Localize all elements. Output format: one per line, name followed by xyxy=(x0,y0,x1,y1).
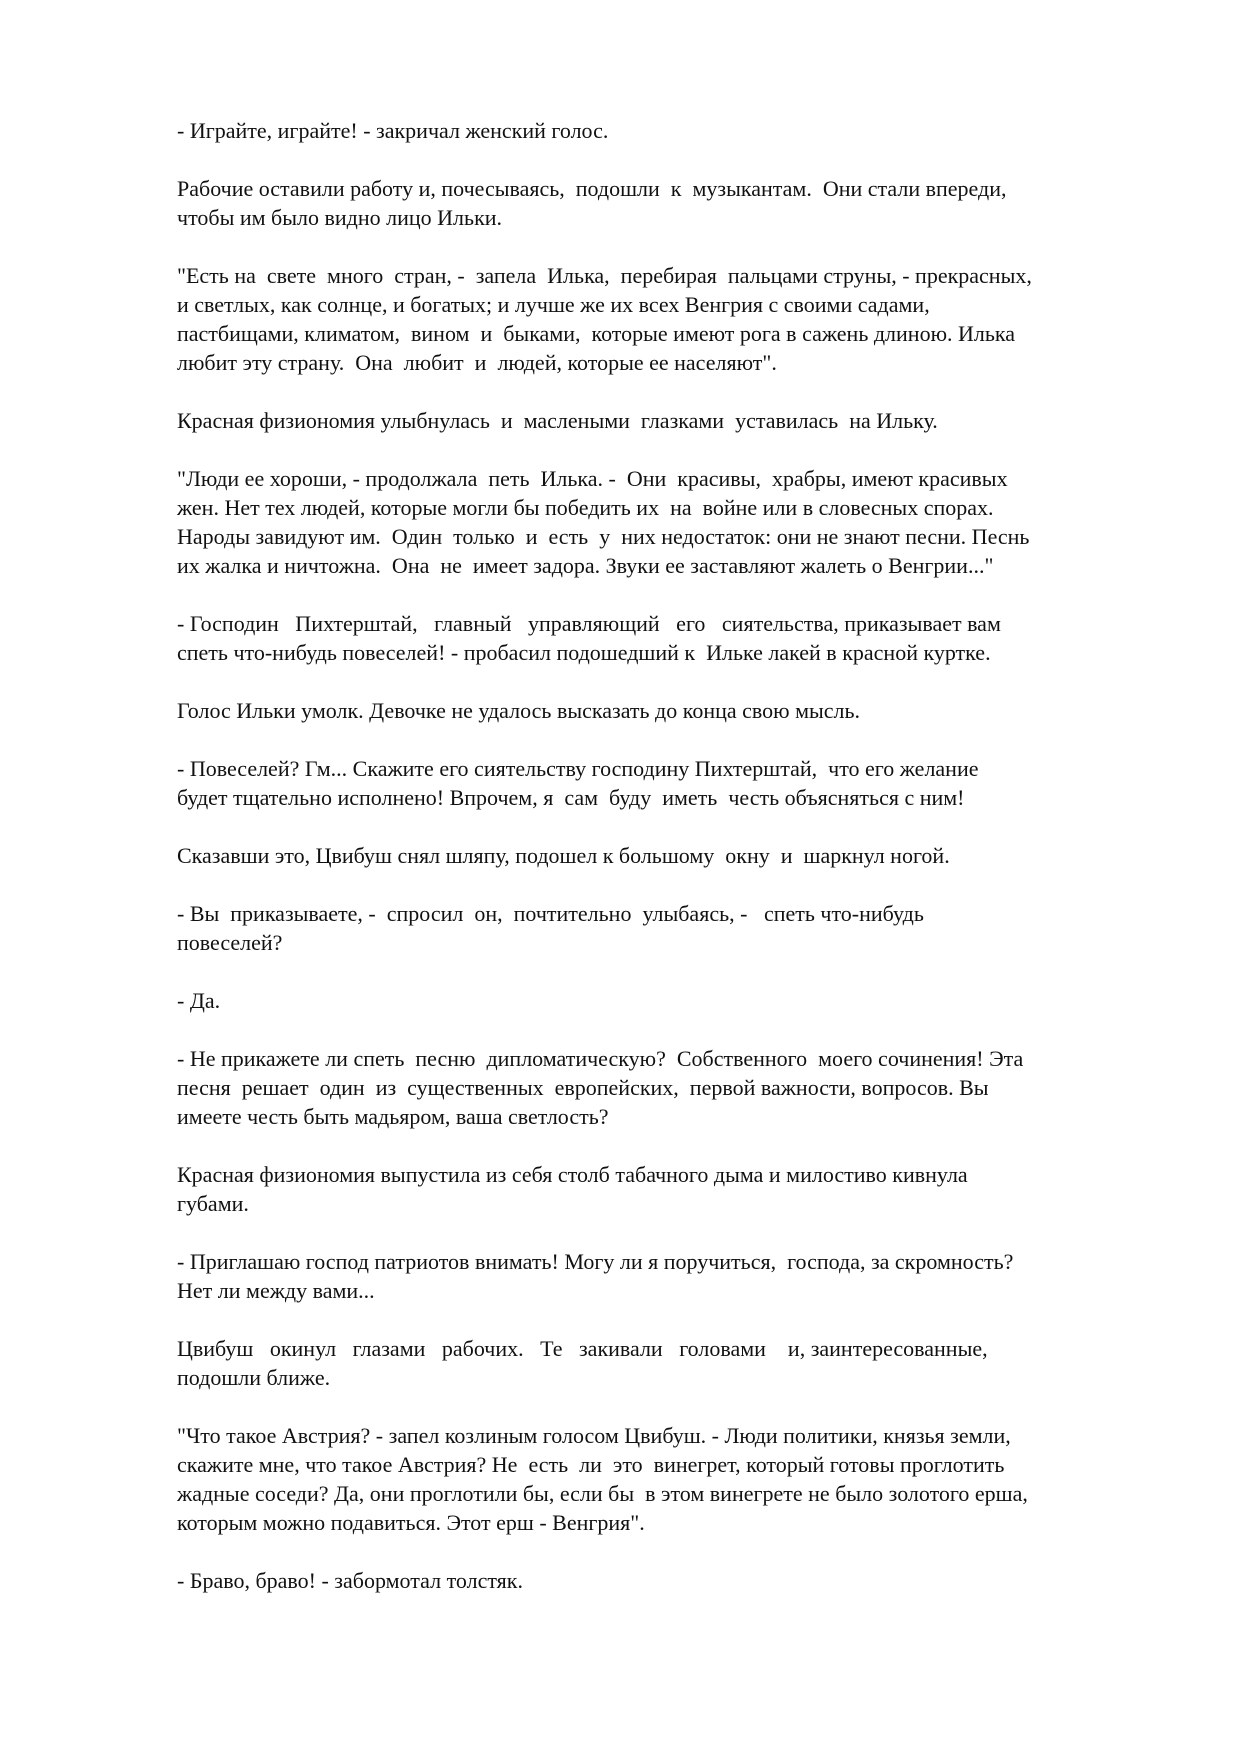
document-body xyxy=(177,116,1157,1624)
paragraph-8: - Повеселей? Гм... Скажите его сиятельству господину Пихтерштай, что его желание будет тщательно исполнено! Впрочем, я сам буду иметь честь объясняться с ним! xyxy=(177,756,979,810)
paragraph-9: Сказавши это, Цвибуш снял шляпу, подошел к большому окну и шаркнул ногой. xyxy=(177,843,950,868)
paragraph-2: Рабочие оставили работу и, почесываясь, подошли к музыкантам. Они стали впереди, чтобы им было видно лицо Ильки. xyxy=(177,176,1007,230)
paragraph-3: "Есть на свете много стран, - запела Илька, перебирая пальцами струны, - прекрасных, и светлых, как солнце, и богатых; и лучше же их всех Венгрия с своими садами, пастбищами, климатом, вином и быками, которые имеют рога в сажень длиною. Илька любит эту страну. Она любит и людей, которые ее населяют". xyxy=(177,263,1032,375)
paragraph-5: "Люди ее хороши, - продолжала петь Илька. - Они красивы, храбры, имеют красивых жен. Нет тех людей, которые могли бы победить их на войне или в словесных спорах. Народы завидуют им. Один только и есть у них недостаток: они не знают песни. Песнь их жалка и ничтожна. Она не имеет задора. Звуки ее заставляют жалеть о Венгрии..." xyxy=(177,466,1030,578)
paragraph-11: - Да. xyxy=(177,988,221,1013)
paragraph-4: Красная физиономия улыбнулась и маслеными глазками уставилась на Ильку. xyxy=(177,408,938,433)
paragraph-12: - Не прикажете ли спеть песню дипломатическую? Собственного моего сочинения! Эта песня решает один из существенных европейских, первой важности, вопросов. Вы имеете честь быть мадьяром, ваша светлость? xyxy=(177,1046,1024,1129)
paragraph-16: "Что такое Австрия? - запел козлиным голосом Цвибуш. - Люди политики, князья земли, скажите мне, что такое Австрия? Не есть ли это винегрет, который готовы проглотить жадные соседи? Да, они проглотили бы, если бы в этом винегрете не было золотого ерша, которым можно подавиться. Этот ерш - Венгрия". xyxy=(177,1423,1028,1535)
paragraph-17: - Браво, браво! - забормотал толстяк. xyxy=(177,1568,523,1593)
paragraph-1: - Играйте, играйте! - закричал женский голос. xyxy=(177,118,609,143)
paragraph-7: Голос Ильки умолк. Девочке не удалось высказать до конца свою мысль. xyxy=(177,698,861,723)
paragraph-6: - Господин Пихтерштай, главный управляющий его сиятельства, приказывает вам спеть что-нибудь повеселей! - пробасил подошедший к Ильке лакей в красной куртке. xyxy=(177,611,1001,665)
paragraph-14: - Приглашаю господ патриотов внимать! Могу ли я поручиться, господа, за скромность? Нет ли между вами... xyxy=(177,1249,1014,1303)
paragraph-13: Красная физиономия выпустила из себя столб табачного дыма и милостиво кивнула губами. xyxy=(177,1162,968,1216)
paragraph-10: - Вы приказываете, - спросил он, почтительно улыбаясь, - спеть что-нибудь повеселей? xyxy=(177,901,924,955)
paragraph-15: Цвибуш окинул глазами рабочих. Те закивали головами и, заинтересованные, подошли ближе. xyxy=(177,1336,988,1390)
